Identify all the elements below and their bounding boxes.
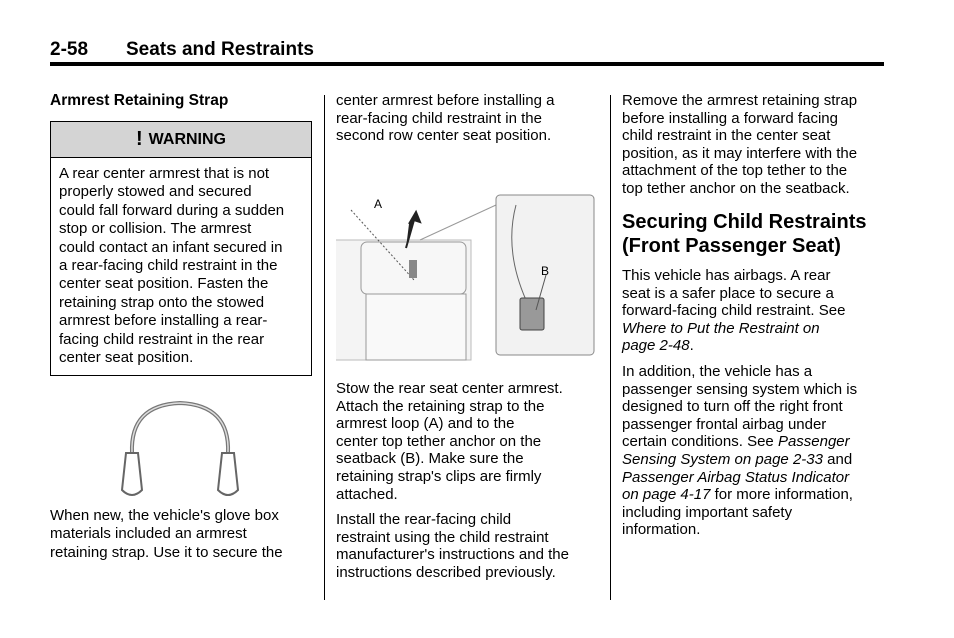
cross-reference: Passenger Airbag Status Indicator bbox=[622, 468, 850, 486]
text-segment: and bbox=[822, 451, 853, 468]
text-line bbox=[622, 469, 849, 487]
text-line: position, as it may interfere with the bbox=[622, 144, 858, 162]
text-line: retaining strap's clips are firmly bbox=[336, 468, 542, 485]
text-line: armrest before installing a rear- bbox=[59, 312, 268, 330]
text-line bbox=[622, 320, 820, 338]
text-line: center seat position. bbox=[59, 349, 194, 366]
text-line: attached. bbox=[336, 485, 398, 503]
text-segment: passenger sensing system which is bbox=[622, 380, 858, 398]
text-segment: This vehicle has airbags. A rear bbox=[622, 267, 831, 284]
section-title: Seats and Restraints bbox=[126, 39, 314, 60]
text-line: attachment of the top tether to the bbox=[622, 162, 848, 180]
text-line: Install the rear-facing child bbox=[336, 511, 512, 528]
text-line: stop or collision. The armrest bbox=[59, 220, 252, 238]
text-line: Stow the rear seat center armrest. bbox=[336, 380, 563, 397]
text-segment: forward-facing child restraint. See bbox=[622, 302, 846, 320]
callout-label-a: A bbox=[374, 197, 383, 211]
cross-reference: Sensing System on page 2-33 bbox=[622, 451, 823, 468]
text-line bbox=[622, 337, 694, 355]
text-line bbox=[622, 285, 834, 303]
page-number: 2-58 bbox=[50, 39, 89, 60]
text-line: before installing a forward facing bbox=[622, 109, 838, 127]
text-line: rear-facing child restraint in the bbox=[336, 109, 542, 127]
text-line: Attach the retaining strap to the bbox=[336, 397, 545, 415]
text-line: instructions described previously. bbox=[336, 563, 556, 581]
text-line: center armrest before installing a bbox=[336, 92, 555, 109]
text-line: retaining strap. Use it to secure the bbox=[50, 543, 283, 561]
text-line: restraint using the child restraint bbox=[336, 528, 549, 546]
warning-label: WARNING bbox=[148, 130, 226, 148]
text-line: retaining strap onto the stowed bbox=[59, 293, 265, 311]
text-line: Remove the armrest retaining strap bbox=[622, 92, 858, 109]
text-line: When new, the vehicle's glove box bbox=[50, 507, 279, 524]
warning-exclamation-icon: ! bbox=[136, 128, 143, 150]
text-segment: for more information, bbox=[710, 486, 853, 504]
cross-reference: page 2-48 bbox=[622, 337, 690, 355]
text-segment: designed to turn off the right front bbox=[622, 398, 843, 416]
text-segment: . bbox=[689, 337, 694, 355]
text-segment: certain conditions. See bbox=[622, 433, 778, 451]
text-line: seatback (B). Make sure the bbox=[336, 450, 524, 468]
text-line bbox=[622, 302, 845, 320]
text-line: center top tether anchor on the bbox=[336, 432, 542, 450]
text-segment: passenger frontal airbag under bbox=[622, 415, 827, 433]
text-line bbox=[622, 451, 852, 469]
text-line bbox=[622, 267, 830, 285]
retaining-strap-illustration bbox=[110, 395, 250, 500]
text-line: A rear center armrest that is not bbox=[59, 165, 270, 182]
text-line: top tether anchor on the seatback. bbox=[622, 180, 850, 197]
text-line: center seat position. Fasten the bbox=[59, 275, 269, 293]
text-line bbox=[622, 363, 812, 381]
text-line bbox=[622, 416, 826, 434]
text-line bbox=[622, 504, 792, 522]
section-heading: Armrest Retaining Strap bbox=[50, 92, 229, 109]
text-line: facing child restraint in the rear bbox=[59, 330, 265, 348]
armrest-strap-installation-illustration bbox=[336, 190, 598, 370]
text-line: armrest loop (A) and to the bbox=[336, 415, 515, 433]
text-segment: information. bbox=[622, 521, 701, 539]
cross-reference: Passenger bbox=[777, 433, 850, 451]
text-line bbox=[622, 381, 857, 399]
text-line: second row center seat position. bbox=[336, 127, 552, 145]
text-line: could fall forward during a sudden bbox=[59, 201, 285, 219]
column-divider bbox=[324, 95, 325, 600]
text-line bbox=[622, 521, 700, 539]
text-line bbox=[622, 486, 853, 504]
column-divider bbox=[610, 95, 611, 600]
callout-label-b: B bbox=[541, 264, 550, 278]
cross-reference: on page 4-17 bbox=[622, 486, 711, 504]
section-heading: Securing Child Restraints bbox=[622, 211, 867, 233]
text-segment: seat is a safer place to secure a bbox=[622, 284, 834, 302]
text-line: materials included an armrest bbox=[50, 525, 247, 543]
text-line: manufacturer's instructions and the bbox=[336, 546, 569, 564]
text-segment: In addition, the vehicle has a bbox=[622, 363, 813, 380]
header-rule bbox=[50, 62, 884, 66]
cross-reference: Where to Put the Restraint on bbox=[622, 319, 820, 337]
text-line: a rear-facing child restraint in the bbox=[59, 257, 278, 274]
section-heading: (Front Passenger Seat) bbox=[622, 235, 841, 257]
text-line: properly stowed and secured bbox=[59, 183, 252, 201]
text-line: child restraint in the center seat bbox=[622, 127, 831, 145]
text-line bbox=[622, 398, 843, 416]
text-segment: including important safety bbox=[622, 503, 793, 521]
text-line: could contact an infant secured in bbox=[59, 238, 283, 256]
text-line bbox=[622, 433, 850, 451]
warning-header bbox=[51, 122, 311, 158]
